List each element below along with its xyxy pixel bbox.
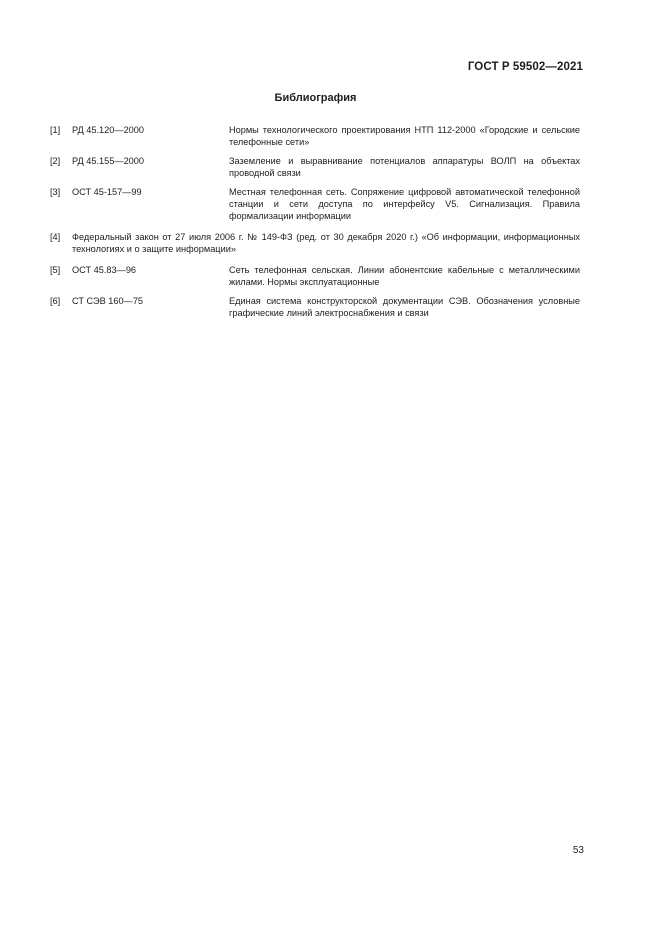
standard-code: ГОСТ Р 59502—2021 <box>467 61 583 73</box>
entry-code: СТ СЭВ 160—75 <box>72 296 144 306</box>
bibliography-entry <box>50 155 580 179</box>
page-number: 53 <box>572 845 584 856</box>
entry-description: Федеральный закон от 27 июля 2006 г. № 149-ФЗ (ред. от 30 декабря 2020 г.) «Об информации, информационных технологиях и о защите информации» <box>72 232 580 255</box>
entry-description: Единая система конструкторской документации СЭВ. Обозначения условные графические линий электроснабжения и связи <box>229 296 580 319</box>
bibliography-entry <box>50 264 580 288</box>
bibliography-entry <box>50 295 580 319</box>
entry-code: ОСТ 45.83—96 <box>72 265 137 275</box>
entry-code: РД 45.120—2000 <box>72 125 145 135</box>
entry-number: [6] <box>50 296 61 306</box>
bibliography-entry <box>50 231 580 255</box>
entry-number: [3] <box>50 187 61 197</box>
entry-number: [1] <box>50 125 61 135</box>
bibliography-entry <box>50 124 580 148</box>
entry-number: [2] <box>50 156 61 166</box>
entry-description: Заземление и выравнивание потенциалов аппаратуры ВОЛП на объектах проводной связи <box>229 156 580 179</box>
page-title: Библиография <box>274 92 357 104</box>
entry-code: РД 45.155—2000 <box>72 156 145 166</box>
entry-description: Нормы технологического проектирования НТП 112-2000 «Городские и сельские телефонные сети» <box>229 125 580 148</box>
entry-code: ОСТ 45-157—99 <box>72 187 142 197</box>
entry-number: [5] <box>50 265 61 275</box>
entry-description: Местная телефонная сеть. Сопряжение цифровой автоматической телефонной станции и сети доступа по интерфейсу V5. Сигнализация. Правила формализации информации <box>229 187 580 222</box>
entry-number: [4] <box>50 232 61 242</box>
entry-description: Сеть телефонная сельская. Линии абонентские кабельные с металлическими жилами. Нормы эксплуатационные <box>229 265 580 288</box>
bibliography-entry <box>50 186 580 223</box>
